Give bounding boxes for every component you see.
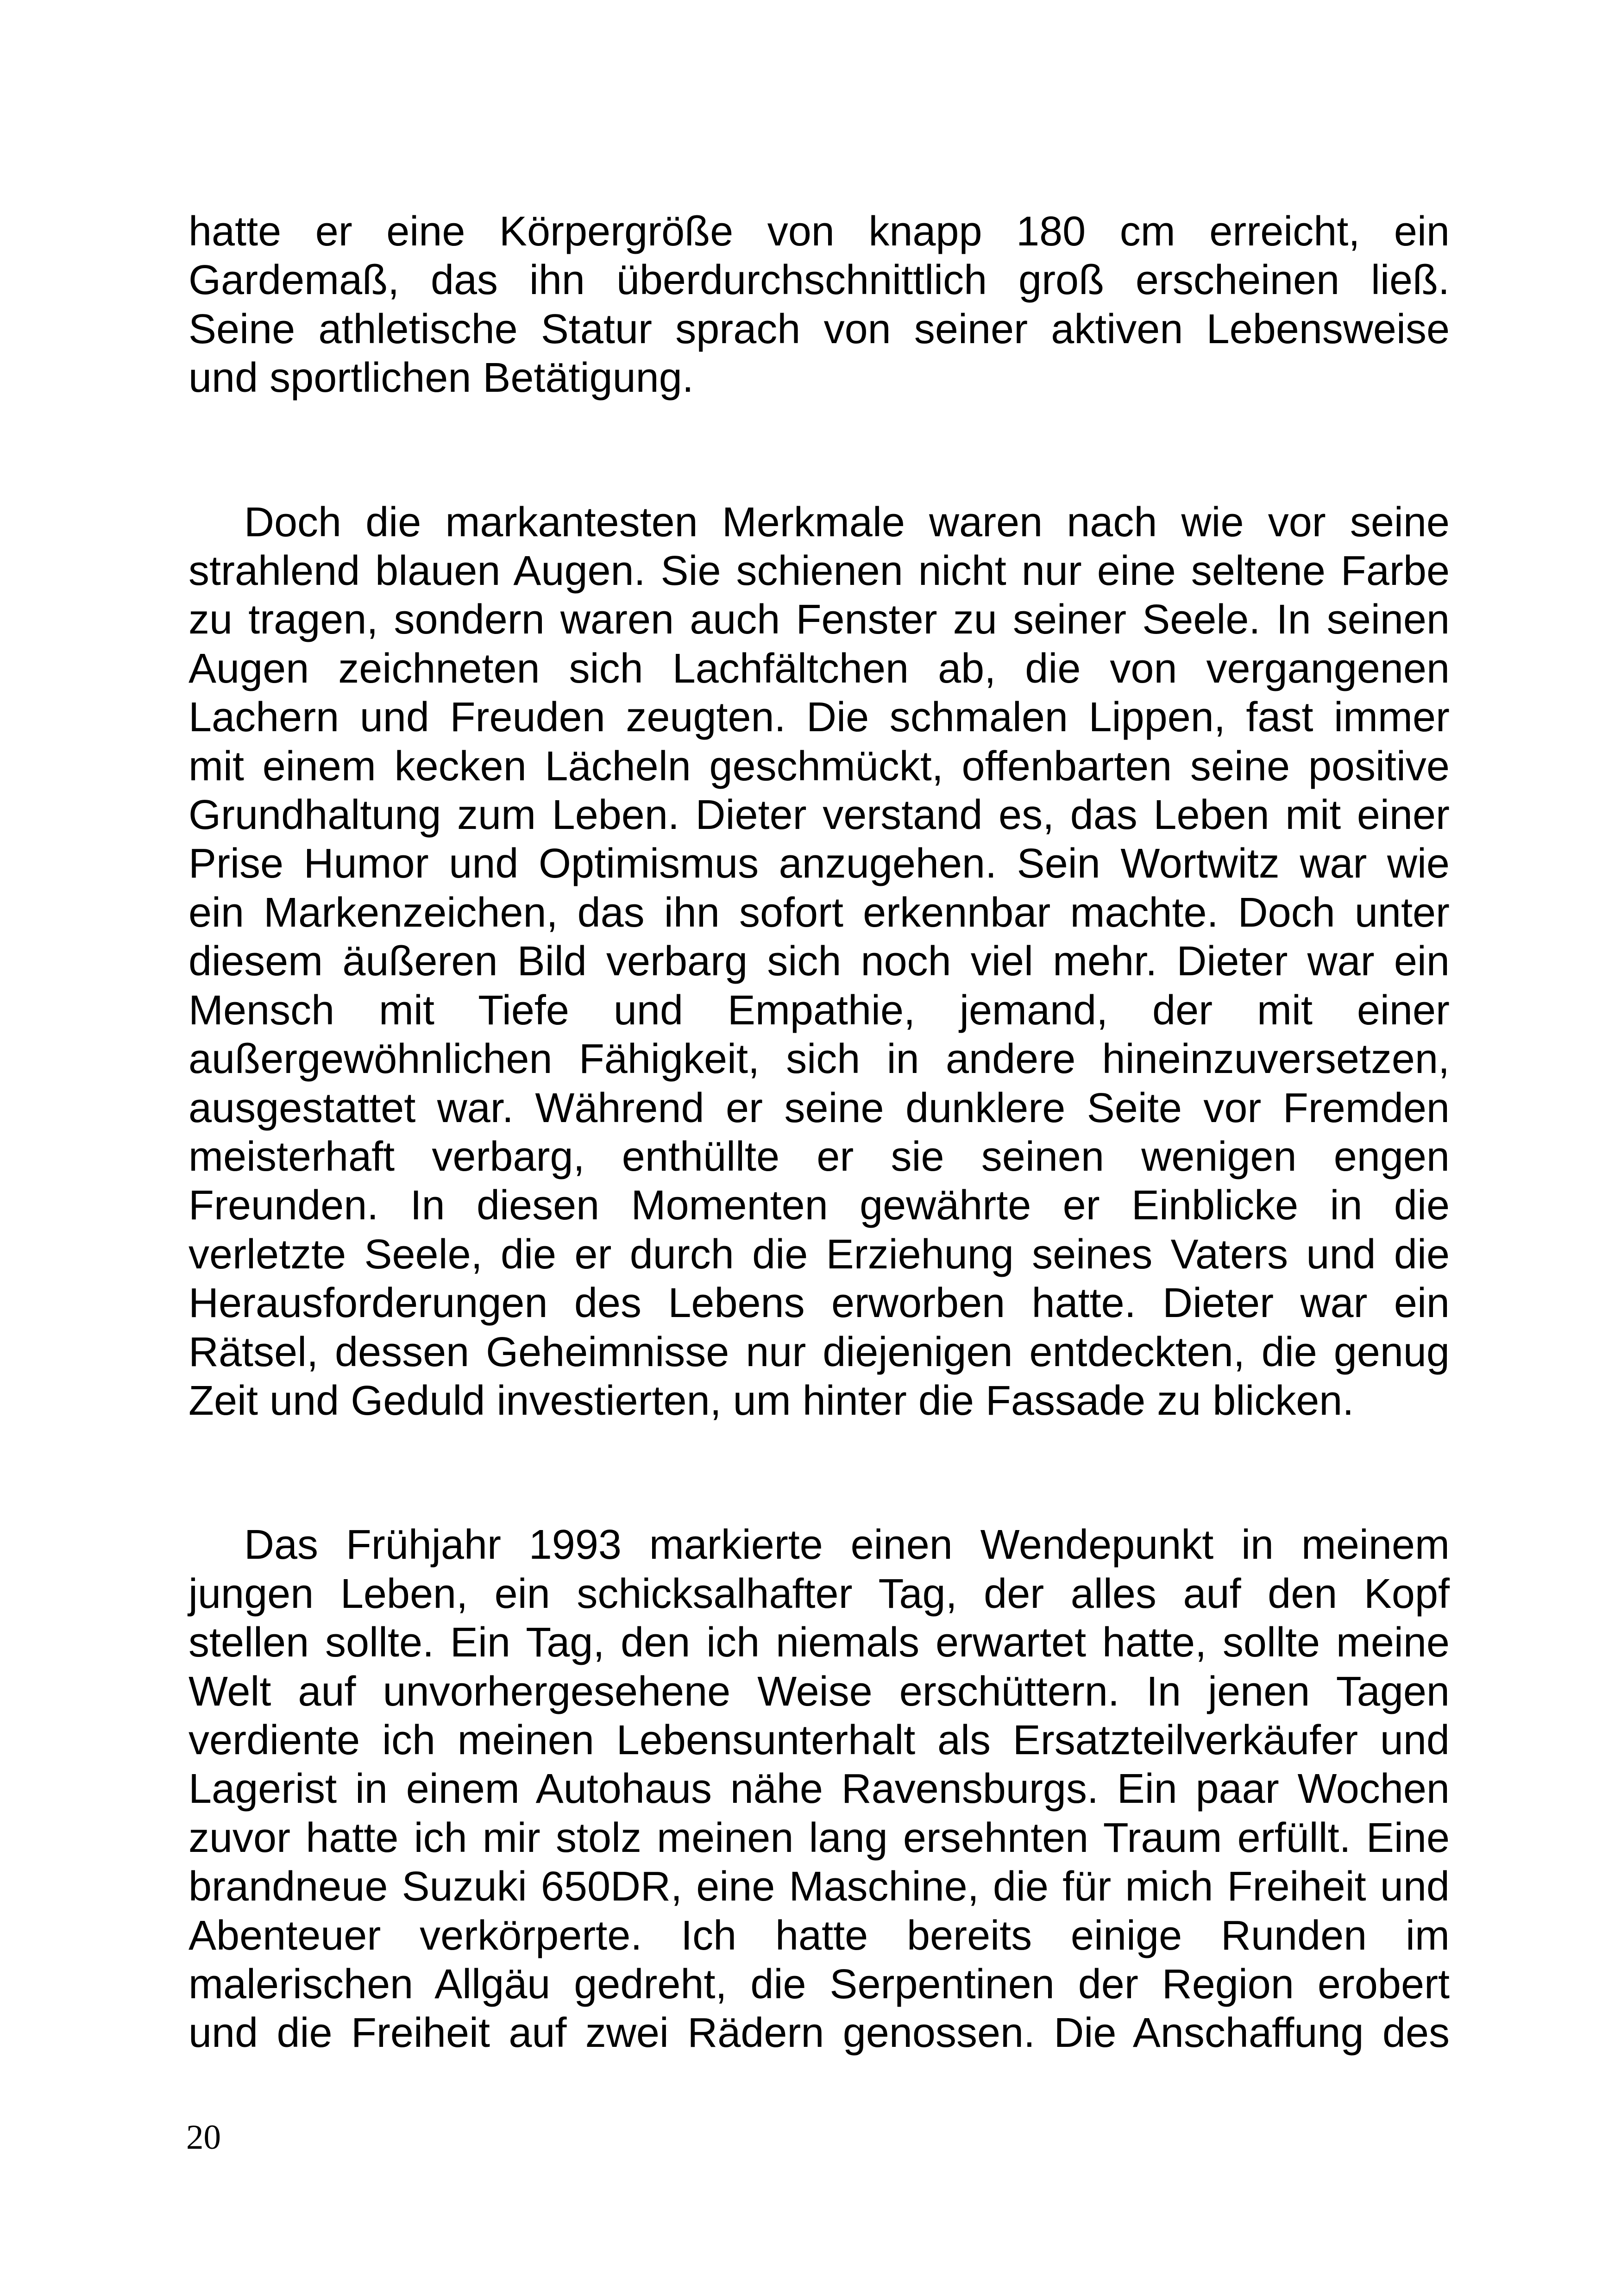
text-line: Freunden. In diesen Momenten gewährte er Einblicke in die	[188, 1182, 1450, 1229]
text-line: Seine athletische Statur sprach von seiner aktiven Lebensweise	[188, 306, 1450, 352]
text-line: Doch die markantesten Merkmale waren nach wie vor seine	[244, 499, 1450, 546]
text-line: und die Freiheit auf zwei Rädern genossen. Die Anschaffung des	[188, 2010, 1450, 2057]
text-line: Zeit und Geduld investierten, um hinter die Fassade zu blicken.	[188, 1377, 1354, 1424]
paragraph-1	[188, 207, 1450, 403]
text-line: strahlend blauen Augen. Sie schienen nicht nur eine seltene Farbe	[188, 548, 1450, 595]
text-line: Welt auf unvorhergesehene Weise erschüttern. In jenen Tagen	[188, 1668, 1450, 1715]
text-line: Lagerist in einem Autohaus nähe Ravensburgs. Ein paar Wochen	[188, 1766, 1450, 1813]
text-line: malerischen Allgäu gedreht, die Serpentinen der Region erobert	[188, 1961, 1450, 2007]
text-line: zuvor hatte ich mir stolz meinen lang ersehnten Traum erfüllt. Eine	[188, 1814, 1450, 1861]
text-line: brandneue Suzuki 650DR, eine Maschine, die für mich Freiheit und	[188, 1863, 1450, 1910]
text-line: verletzte Seele, die er durch die Erziehung seines Vaters und die	[188, 1231, 1450, 1278]
text-line: jungen Leben, ein schicksalhafter Tag, der alles auf den Kopf	[188, 1570, 1450, 1617]
text-line: diesem äußeren Bild verbarg sich noch viel mehr. Dieter war ein	[188, 938, 1450, 985]
text-line: Abenteuer verkörperte. Ich hatte bereits einige Runden im	[188, 1912, 1450, 1959]
text-line: Das Frühjahr 1993 markierte einen Wendepunkt in meinem	[244, 1522, 1450, 1568]
text-line: außergewöhnlichen Fähigkeit, sich in andere hineinzuversetzen,	[188, 1036, 1450, 1083]
text-line: Herausforderungen des Lebens erworben hatte. Dieter war ein	[188, 1280, 1450, 1327]
text-line: Grundhaltung zum Leben. Dieter verstand es, das Leben mit einer	[188, 792, 1450, 839]
text-line: Prise Humor und Optimismus anzugehen. Sein Wortwitz war wie	[188, 841, 1450, 887]
text-line: zu tragen, sondern waren auch Fenster zu seiner Seele. In seinen	[188, 596, 1450, 643]
paragraph-2	[188, 498, 1450, 1426]
text-line: Augen zeichneten sich Lachfältchen ab, die von vergangenen	[188, 645, 1450, 692]
body-text	[188, 207, 1450, 2058]
text-line: Gardemaß, das ihn überdurchschnittlich groß erscheinen ließ.	[188, 257, 1450, 304]
page-number: 20	[186, 2118, 221, 2157]
paragraph-3	[188, 1521, 1450, 2058]
text-line: meisterhaft verbarg, enthüllte er sie seinen wenigen engen	[188, 1133, 1450, 1180]
text-line: mit einem kecken Lächeln geschmückt, offenbarten seine positive	[188, 743, 1450, 790]
text-line: ausgestattet war. Während er seine dunklere Seite vor Fremden	[188, 1085, 1450, 1131]
text-line: und sportlichen Betätigung.	[188, 355, 694, 401]
text-line: Lachern und Freuden zeugten. Die schmalen Lippen, fast immer	[188, 694, 1450, 741]
text-line: ein Markenzeichen, das ihn sofort erkennbar machte. Doch unter	[188, 889, 1450, 936]
text-line: verdiente ich meinen Lebensunterhalt als Ersatzteilverkäufer und	[188, 1717, 1450, 1763]
text-line: stellen sollte. Ein Tag, den ich niemals erwartet hatte, sollte meine	[188, 1619, 1450, 1666]
text-line: hatte er eine Körpergröße von knapp 180 cm erreicht, ein	[188, 208, 1450, 255]
text-line: Rätsel, dessen Geheimnisse nur diejenigen entdeckten, die genug	[188, 1329, 1450, 1375]
text-line: Mensch mit Tiefe und Empathie, jemand, der mit einer	[188, 987, 1450, 1034]
